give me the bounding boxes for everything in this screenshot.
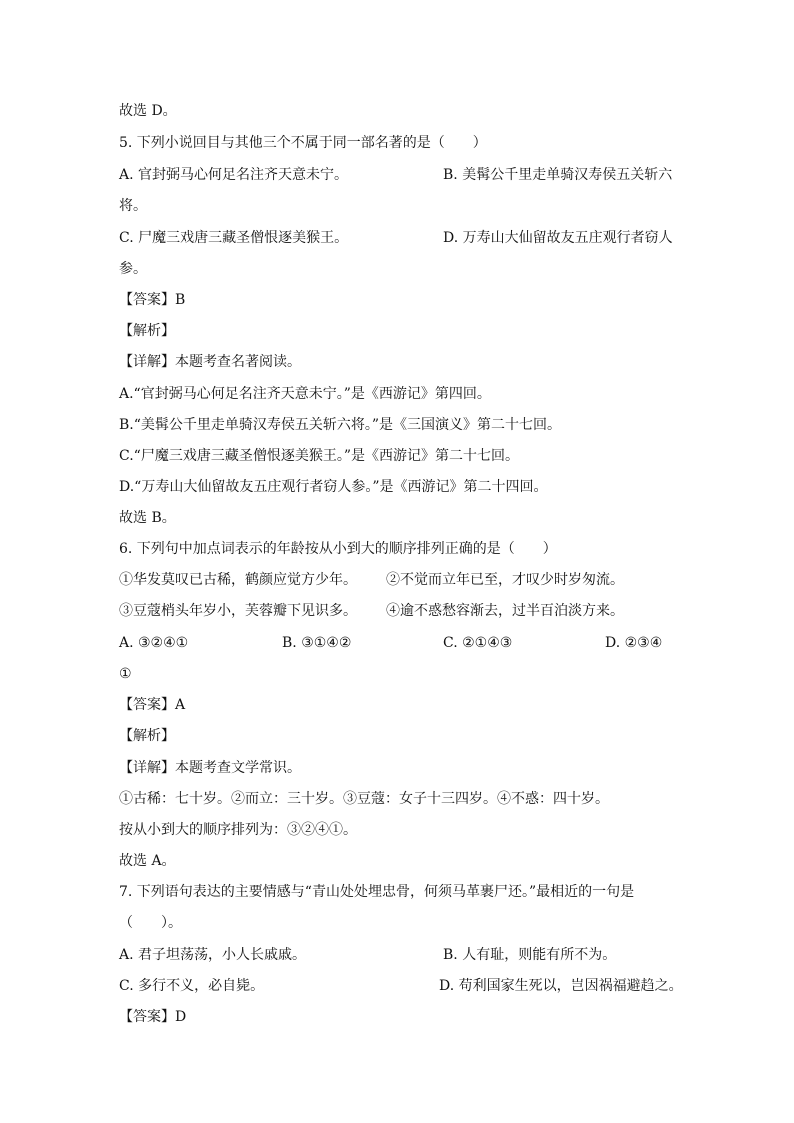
q7-option-a: A. 君子坦荡荡，小人长戚戚。 [119,947,307,963]
q6-stem: 6. 下列句中加点词表示的年龄按从小到大的顺序排列正确的是（ ） [119,541,557,557]
q5-answer: 【答案】B [119,292,186,308]
q5-detail: 【详解】本题考查名著阅读。 [119,354,301,370]
q5-conclusion: 故选 B。 [119,510,176,526]
q5-explanation-b: B.“美髯公千里走单骑汉寿侯五关斩六将。”是《三国演义》第二十七回。 [119,417,562,433]
q6-item-2: ②不觉而立年已至，才叹少时岁匆流。 [386,572,624,588]
q5-option-b-wrap: 将。 [119,198,147,214]
q6-analysis-label: 【解析】 [119,728,175,744]
q6-option-d-wrap: ① [119,666,132,682]
q6-item-4: ④逾不惑愁容渐去，过半百泊淡方来。 [386,603,624,619]
q6-option-d: D. ②③④ [605,635,663,651]
q6-option-a: A. ③②④① [119,635,189,651]
q7-option-d: D. 苟利国家生死以，岂因祸福避趋之。 [439,978,683,994]
q5-option-b: B. 美髯公千里走单骑汉寿侯五关斩六 [443,167,673,183]
q7-option-c: C. 多行不义，必自毙。 [119,978,265,994]
q6-item-1: ①华发莫叹已古稀，鹤颜应觉方少年。 [119,572,357,588]
q6-answer: 【答案】A [119,697,186,713]
q5-explanation-c: C.“尸魔三戏唐三藏圣僧恨逐美猴王。”是《西游记》第二十七回。 [119,448,519,464]
q5-option-a: A. 官封弼马心何足名注齐天意未宁。 [119,167,349,183]
q7-stem-wrap: （ ）。 [119,915,182,931]
q5-analysis-label: 【解析】 [119,323,175,339]
q6-option-b: B. ③①④② [282,635,352,651]
q5-option-d: D. 万寿山大仙留故友五庄观行者窃人 [443,230,673,246]
q7-answer: 【答案】D [119,1009,187,1025]
q6-detail: 【详解】本题考查文学常识。 [119,760,301,776]
q6-order: 按从小到大的顺序排列为：③②④①。 [119,822,357,838]
q4-conclusion: 故选 D。 [119,103,177,119]
q5-option-d-wrap: 参。 [119,261,147,277]
q5-stem: 5. 下列小说回目与其他三个不属于同一部名著的是（ ） [119,135,487,151]
q5-explanation-a: A.“官封弼马心何足名注齐天意未宁。”是《西游记》第四回。 [119,386,491,402]
q5-explanation-d: D.“万寿山大仙留故友五庄观行者窃人参。”是《西游记》第二十四回。 [119,479,548,495]
q5-option-c: C. 尸魔三戏唐三藏圣僧恨逐美猴王。 [119,230,349,246]
q6-item-3: ③豆蔻梢头年岁小，芙蓉瓣下见识多。 [119,603,357,619]
q6-conclusion: 故选 A。 [119,853,176,869]
q6-explanation: ①古稀：七十岁。②而立：三十岁。③豆蔻：女子十三四岁。④不惑：四十岁。 [119,791,609,807]
q7-option-b: B. 人有耻，则能有所不为。 [443,947,617,963]
q7-stem: 7. 下列语句表达的主要情感与“青山处处埋忠骨，何须马革裹尸还。”最相近的一句是 [119,884,635,900]
q6-option-c: C. ②①④③ [443,635,513,651]
